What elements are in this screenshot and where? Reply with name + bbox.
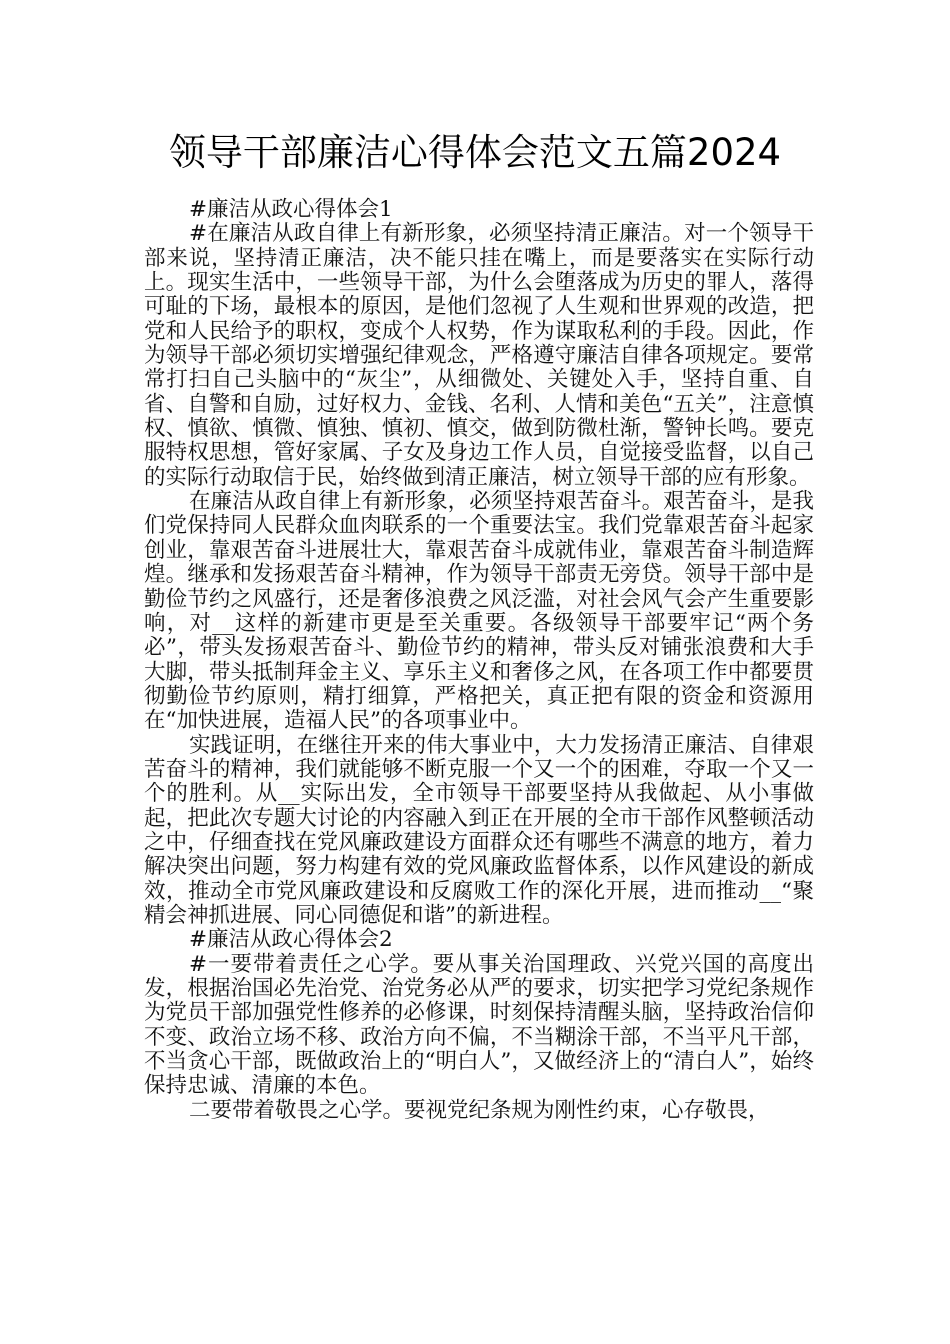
body-paragraph: #一要带着责任之心学。要从事关治国理政、兴党兴国的高度出发，根据治国必先治党、治党务必从严的要求，切实把学习党纪条规作为党员干部加强党性修养的必修课，时刻保持清醒头脑，坚持政治信仰不变、政治立场不移、政治方向不偏，不当糊涂干部，不当平凡干部，不当贪心干部，既做政治上的“明白人”，又做经济上的“清白人”，始终保持忠诚、清廉的本色。 [144,951,814,1099]
section-heading-1: #廉洁从政心得体会1 [189,197,393,222]
document-body [144,198,814,1123]
body-paragraph: #在廉洁从政自律上有新形象，必须坚持清正廉洁。对一个领导干部来说，坚持清正廉洁，决不能只挂在嘴上，而是要落实在实际行动上。现实生活中，一些领导干部，为什么会堕落成为历史的罪人，落得可耻的下场，最根本的原因，是他们忽视了人生观和世界观的改造，把党和人民给予的职权，变成个人权势，作为谋取私利的手段。因此，作为领导干部必须切实增强纪律观念，严格遵守廉洁自律各项规定。要常常打扫自己头脑中的“灰尘”，从细微处、关键处入手，坚持自重、自省、自警和自励，过好权力、金钱、名利、人情和美色“五关”，注意慎权、慎欲、慎微、慎独、慎初、慎交，做到防微杜渐，警钟长鸣。要克服特权思想，管好家属、子女及身边工作人员，自觉接受监督，以自己的实际行动取信于民，始终做到清正廉洁，树立领导干部的应有形象。 [144,221,814,490]
body-paragraph: 实践证明，在继往开来的伟大事业中，大力发扬清正廉洁、自律艰苦奋斗的精神，我们就能够不断克服一个又一个的困难，夺取一个又一个的胜利。从__实际出发，全市领导干部要坚持从我做起、从小事做起，把此次专题大讨论的内容融入到正在开展的全市干部作风整顿活动之中，仔细查找在党风廉政建设方面群众还有哪些不满意的地方，着力解决突出问题，努力构建有效的党风廉政监督体系，以作风建设的新成效，推动全市党风廉政建设和反腐败工作的深化开展，进而推动__“聚精会神抓进展、同心同德促和谐”的新进程。 [144,732,814,928]
body-paragraph: 二要带着敬畏之心学。要视党纪条规为刚性约束，心存敬畏， [189,1097,770,1123]
body-paragraph: 在廉洁从政自律上有新形象，必须坚持艰苦奋斗。艰苦奋斗，是我们党保持同人民群众血肉联系的一个重要法宝。我们党靠艰苦奋斗起家创业，靠艰苦奋斗进展壮大，靠艰苦奋斗成就伟业，靠艰苦奋斗制造辉煌。继承和发扬艰苦奋斗精神，作为领导干部责无旁贷。领导干部中是勤俭节约之风盛行，还是奢侈浪费之风泛滥，对社会风气会产生重要影响，对__这样的新建市更是至关重要。各级领导干部要牢记“两个务必”，带头发扬艰苦奋斗、勤俭节约的精神，带头反对铺张浪费和大手大脚，带头抵制拜金主义、享乐主义和奢侈之风，在各项工作中都要贯彻勤俭节约原则，精打细算，严格把关，真正把有限的资金和资源用在“加快进展，造福人民”的各项事业中。 [144,489,814,734]
document-title: 领导干部廉洁心得体会范文五篇2024 [168,131,782,174]
section-heading-2: #廉洁从政心得体会2 [189,927,393,953]
